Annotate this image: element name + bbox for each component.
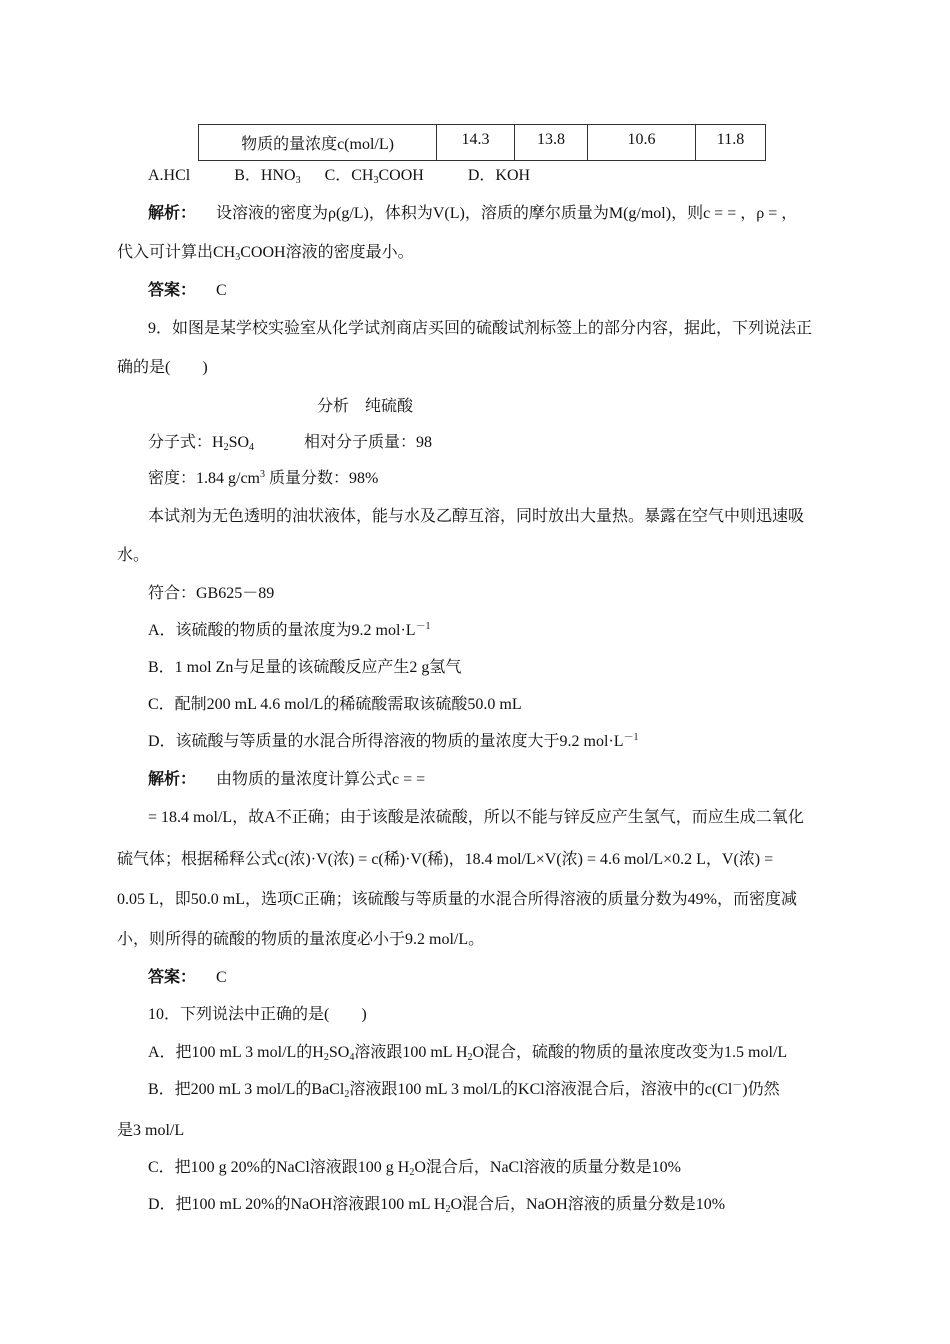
q9-option-b: B．1 mol Zn与足量的该硫酸反应产生2 g氢气	[148, 659, 462, 676]
concentration-table	[198, 124, 766, 161]
option-c: C．$CH_3COOH$	[324, 167, 424, 186]
q8-options	[148, 166, 530, 186]
option-d: D．KOH	[467, 167, 531, 184]
q10-stem: 10．下列说法中正确的是( )	[148, 1006, 367, 1023]
q9-option-d: D．该硫酸与等质量的水混合所得溶液的物质的量浓度大于9.2 $mol\cdot L^{-1}$	[148, 732, 639, 750]
analysis-label: 解析：	[148, 205, 197, 222]
label-description: 本试剂为无色透明的油状液体，能与水及乙醇互溶，同时放出大量热。暴露在空气中则迅速吸	[148, 508, 805, 525]
q9-analysis-line-2: = 18.4 mol/L，故A不正确；由于该酸是浓硫酸，所以不能与锌反应产生氢气，而应生成二氧化	[148, 809, 804, 826]
q8-analysis-line-2: 代入可计算出$CH_3COOH$溶液的密度最小。	[117, 244, 414, 263]
answer-label: 答案：	[148, 282, 197, 299]
table-row	[199, 125, 766, 161]
q10-option-d: D．把100 mL 20%的NaOH溶液跟100 mL $H_2O$混合后，NaOH溶液的质量分数是10%	[148, 1196, 726, 1215]
label-title: 分析 纯硫酸	[317, 398, 414, 415]
table-label-cell: 物质的量浓度c(mol/L)	[199, 125, 437, 161]
answer-label: 答案：	[148, 969, 197, 986]
q9-option-c: C．配制200 mL 4.6 mol/L的稀硫酸需取该硫酸50.0 mL	[148, 696, 522, 713]
q9-option-a: A．该硫酸的物质的量浓度为9.2 $mol\cdot L^{-1}$	[148, 621, 431, 639]
q9-analysis-line: 解析： 由物质的量浓度计算公式c = =	[148, 771, 426, 788]
q10-option-c: C．把100 g 20%的NaCl溶液跟100 g $H_2O$混合后，NaCl溶液的质量分数是10%	[148, 1159, 682, 1178]
q9-analysis-line-4: 0.05 L，即50.0 mL，选项C正确；该硫酸与等质量的水混合所得溶液的质量分数为49%，而密度减	[117, 891, 797, 908]
answer-value: C	[216, 282, 227, 299]
answer-value: C	[216, 969, 227, 986]
label-density: 密度：1.84 $g/cm^3$ 质量分数：98%	[148, 469, 379, 487]
label-description-cont: 水。	[117, 547, 150, 564]
option-a: A.HCl	[148, 167, 191, 184]
table-cell: 11.8	[696, 125, 766, 161]
q8-answer	[148, 281, 227, 301]
option-b: B．$HNO_3$	[234, 167, 301, 186]
q9-stem: 9．如图是某学校实验室从化学试剂商店买回的硫酸试剂标签上的部分内容，据此，下列说法正	[148, 320, 813, 337]
q9-answer	[148, 968, 227, 988]
q10-option-b: B．把200 mL 3 mol/L的BaCl$_2$溶液跟100 mL 3 mol/L的KCl溶液混合后，溶液中的c(Cl－)仍然	[148, 1080, 780, 1100]
q10-option-a: A．把100 mL 3 mol/L的$H_2SO_4$溶液跟100 mL $H_2O$混合，硫酸的物质的量浓度改变为1.5 mol/L	[148, 1044, 788, 1063]
q10-option-b-cont: 是3 mol/L	[117, 1122, 185, 1139]
table-cell: 14.3	[437, 125, 515, 161]
label-formula: 分子式：$H_2SO_4$ 相对分子质量：98	[148, 434, 433, 453]
analysis-text: 设溶液的密度为ρ(g/L)，体积为V(L)，溶质的摩尔质量为M(g/mol)，则c = = ，ρ = ，	[216, 205, 798, 222]
q9-stem-cont: 确的是( )	[117, 359, 208, 376]
q8-analysis-line	[148, 204, 797, 224]
q9-analysis-line-5: 小，则所得的硫酸的物质的量浓度必小于9.2 mol/L。	[117, 931, 485, 948]
q9-analysis-line-3: 硫气体；根据稀释公式c(浓)·V(浓) = c(稀)·V(稀)，18.4 mol/L×V(浓) = 4.6 mol/L×0.2 L，V(浓) =	[117, 851, 774, 868]
table-cell: 10.6	[588, 125, 696, 161]
analysis-label: 解析：	[148, 771, 197, 788]
label-standard: 符合：GB625－89	[148, 585, 275, 602]
table-cell: 13.8	[515, 125, 588, 161]
